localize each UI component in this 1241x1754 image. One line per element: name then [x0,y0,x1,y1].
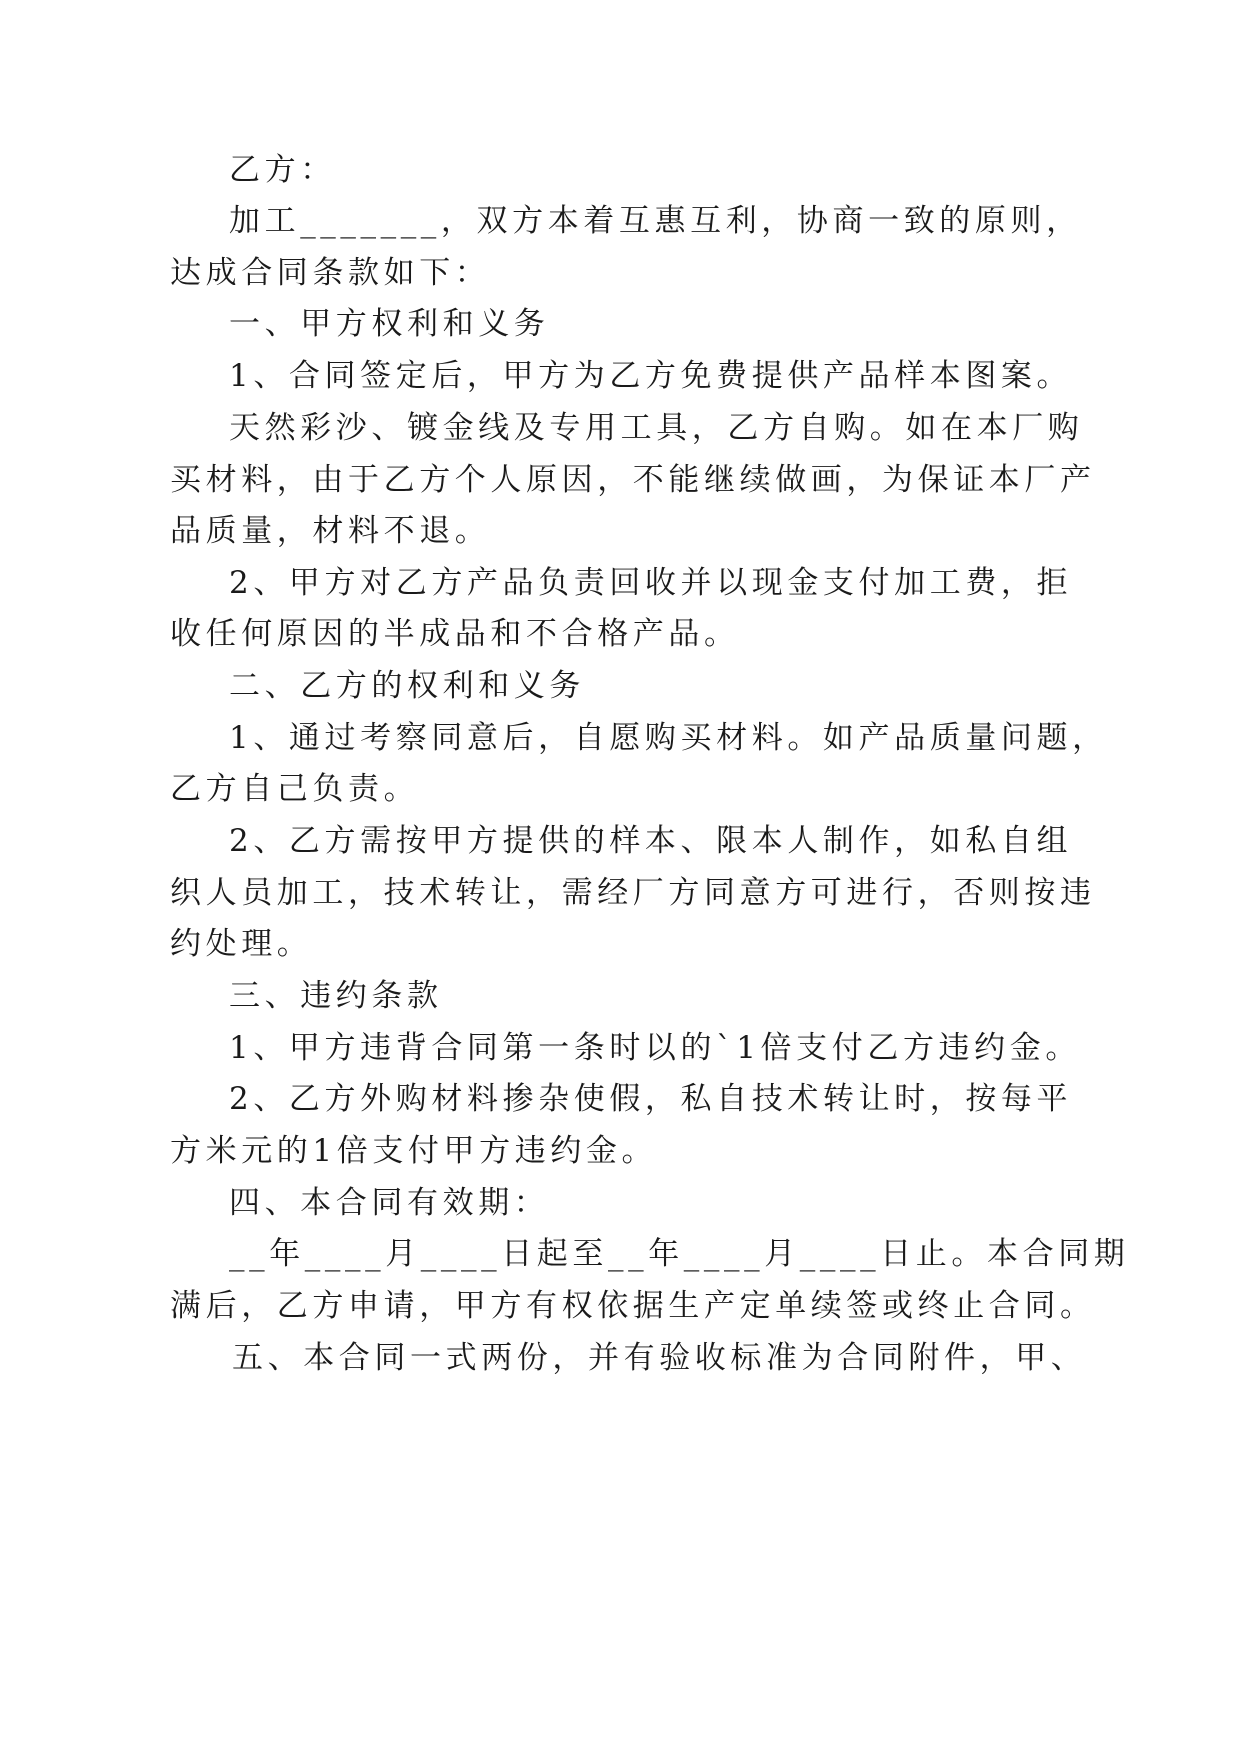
paragraph-line: 乙方自己负责。 [170,771,420,807]
paragraph-line: 品质量，材料不退。 [170,513,491,549]
paragraph-line: 买材料，由于乙方个人原因，不能继续做画，为保证本厂产 [170,462,1096,498]
paragraph-line: 1、甲方违背合同第一条时以的`1倍支付乙方违约金。 [229,1030,1081,1066]
paragraph-line: 2、乙方需按甲方提供的样本、限本人制作，如私自组 [229,823,1073,859]
paragraph-line: 满后，乙方申请，甲方有权依据生产定单续签或终止合同。 [170,1288,1096,1324]
paragraph-line: 达成合同条款如下： [170,255,491,291]
paragraph-line: 2、乙方外购材料掺杂使假，私自技术转让时，按每平 [229,1081,1073,1117]
paragraph-line: 1、通过考察同意后，自愿购买材料。如产品质量问题， [229,720,1108,756]
paragraph-line: 1、合同签定后，甲方为乙方免费提供产品样本图案。 [229,358,1073,394]
paragraph-line: 2、甲方对乙方产品负责回收并以现金支付加工费，拒 [229,565,1073,601]
paragraph-line: 收任何原因的半成品和不合格产品。 [170,616,740,652]
paragraph-line: 织人员加工，技术转让，需经厂方同意方可进行，否则按违 [170,875,1096,911]
section-heading-5: 五、本合同一式两份，并有验收标准为合同附件，甲、 [232,1340,1087,1376]
section-heading-3: 三、违约条款 [229,978,443,1014]
paragraph-line: 天然彩沙、镀金线及专用工具，乙方自购。如在本厂购 [229,410,1084,446]
paragraph-line: __年____月____日起至__年____月____日止。本合同期 [229,1236,1130,1272]
section-heading-2: 二、乙方的权利和义务 [229,668,585,704]
paragraph-line: 约处理。 [170,926,313,962]
section-heading-1: 一、甲方权利和义务 [229,306,550,342]
section-heading-4: 四、本合同有效期： [229,1185,550,1221]
party-b-label: 乙方： [229,152,336,188]
paragraph-line: 方米元的1倍支付甲方违约金。 [170,1133,658,1169]
paragraph-line: 加工_______，双方本着互惠互利，协商一致的原则， [229,203,1082,239]
